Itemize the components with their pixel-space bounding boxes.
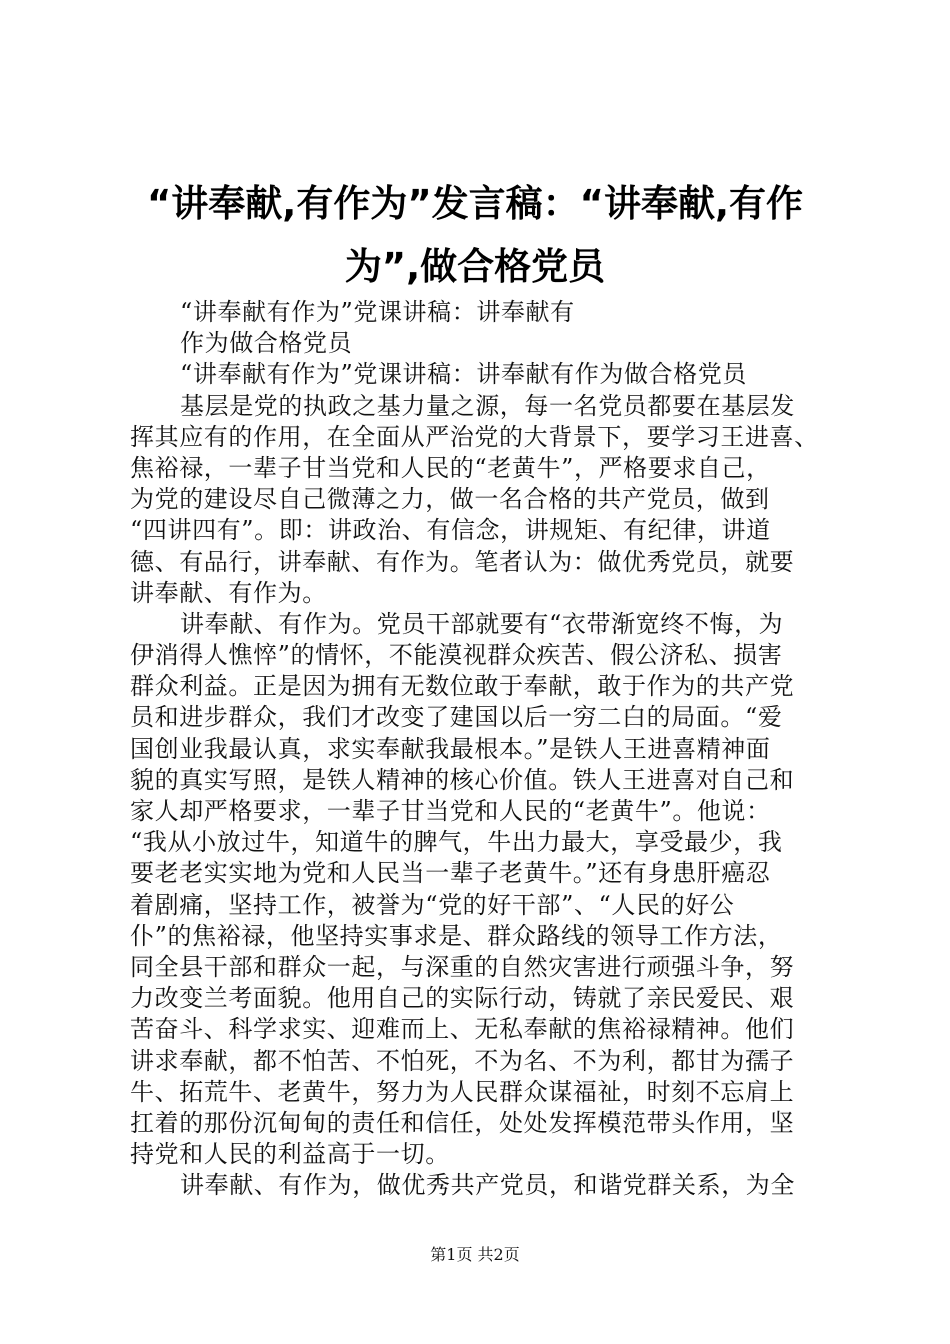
paragraph-2 bbox=[130, 609, 830, 1170]
paragraph-line: 讲奉献、有作为。党员干部就要有“衣带渐宽终不悔，为 bbox=[180, 609, 784, 638]
paragraph-line: 基层是党的执政之基力量之源，每一名党员都要在基层发 bbox=[180, 391, 795, 420]
paragraph-3 bbox=[130, 1170, 830, 1201]
paragraph-line: 讲奉献、有作为。 bbox=[130, 578, 327, 607]
paragraph-line: 讲求奉献，都不怕苦、不怕死，不为名、不为利，都甘为孺子 bbox=[130, 1046, 795, 1075]
subtitle-line: 作为做合格党员 bbox=[180, 329, 353, 358]
paragraph-line: 仆”的焦裕禄，他坚持实事求是、群众路线的领导工作方法， bbox=[130, 921, 783, 950]
paragraph-line: 扛着的那份沉甸甸的责任和信任，处处发挥模范带头作用，坚 bbox=[130, 1108, 795, 1137]
title-line: 为”,做合格党员 bbox=[344, 245, 606, 288]
paragraph-line: 员和进步群众，我们才改变了建国以后一穷二白的局面。“爱 bbox=[130, 703, 783, 732]
document-title bbox=[130, 172, 820, 298]
title-line: “讲奉献,有作为”发言稿：“讲奉献,有作 bbox=[146, 182, 804, 225]
paragraph-line: “我从小放过牛，知道牛的脾气，牛出力最大，享受最少，我 bbox=[130, 828, 783, 857]
subtitle-line: “讲奉献有作为”党课讲稿：讲奉献有作为做合格党员 bbox=[180, 360, 747, 389]
paragraph-line: 着剧痛，坚持工作，被誉为“党的好干部”、“人民的好公 bbox=[130, 890, 735, 919]
paragraph-line: 焦裕禄，一辈子甘当党和人民的“老黄牛”，严格要求自己， bbox=[130, 453, 771, 482]
paragraph-line: 为党的建设尽自己微薄之力，做一名合格的共产党员，做到 bbox=[130, 485, 770, 514]
paragraph-line: 讲奉献、有作为，做优秀共产党员，和谐党群关系，为全 bbox=[180, 1171, 795, 1200]
paragraph-line: “四讲四有”。即：讲政治、有信念，讲规矩、有纪律，讲道 bbox=[130, 516, 771, 545]
paragraph-line: 伊消得人憔悴”的情怀，不能漠视群众疾苦、假公济私、损害 bbox=[130, 641, 783, 670]
paragraph-line: 挥其应有的作用，在全面从严治党的大背景下，要学习王进喜、 bbox=[130, 422, 819, 451]
paragraph-line: 德、有品行，讲奉献、有作为。笔者认为：做优秀党员，就要 bbox=[130, 547, 795, 576]
paragraph-line: 家人却严格要求，一辈子甘当党和人民的“老黄牛”。他说： bbox=[130, 797, 771, 825]
paragraph-line: 持党和人民的利益高于一切。 bbox=[130, 1140, 450, 1169]
paragraph-line: 群众利益。正是因为拥有无数位敢于奉献，敢于作为的共产党 bbox=[130, 672, 795, 701]
paragraph-line: 牛、拓荒牛、老黄牛，努力为人民群众谋福祉，时刻不忘肩上 bbox=[130, 1077, 795, 1106]
page-indicator: 第1页 共2页 bbox=[430, 1245, 520, 1264]
paragraph-line: 同全县干部和群众一起，与深重的自然灾害进行顽强斗争，努 bbox=[130, 952, 795, 981]
subtitle-line: “讲奉献有作为”党课讲稿：讲奉献有 bbox=[180, 298, 575, 326]
paragraph-line: 苦奋斗、科学求实、迎难而上、无私奉献的焦裕禄精神。他们 bbox=[130, 1015, 795, 1044]
paragraph-line: 貌的真实写照，是铁人精神的核心价值。铁人王进喜对自己和 bbox=[130, 765, 795, 794]
paragraph-1 bbox=[130, 391, 830, 609]
paragraph-line: 国创业我最认真，求实奉献我最根本。”是铁人王进喜精神面 bbox=[130, 734, 771, 763]
paragraph-line: 要老老实实地为党和人民当一辈子老黄牛。”还有身患肝癌忍 bbox=[130, 859, 771, 888]
document-body bbox=[130, 297, 830, 1201]
subtitle-block bbox=[130, 297, 830, 391]
paragraph-line: 力改变兰考面貌。他用自己的实际行动，铸就了亲民爱民、艰 bbox=[130, 984, 795, 1013]
